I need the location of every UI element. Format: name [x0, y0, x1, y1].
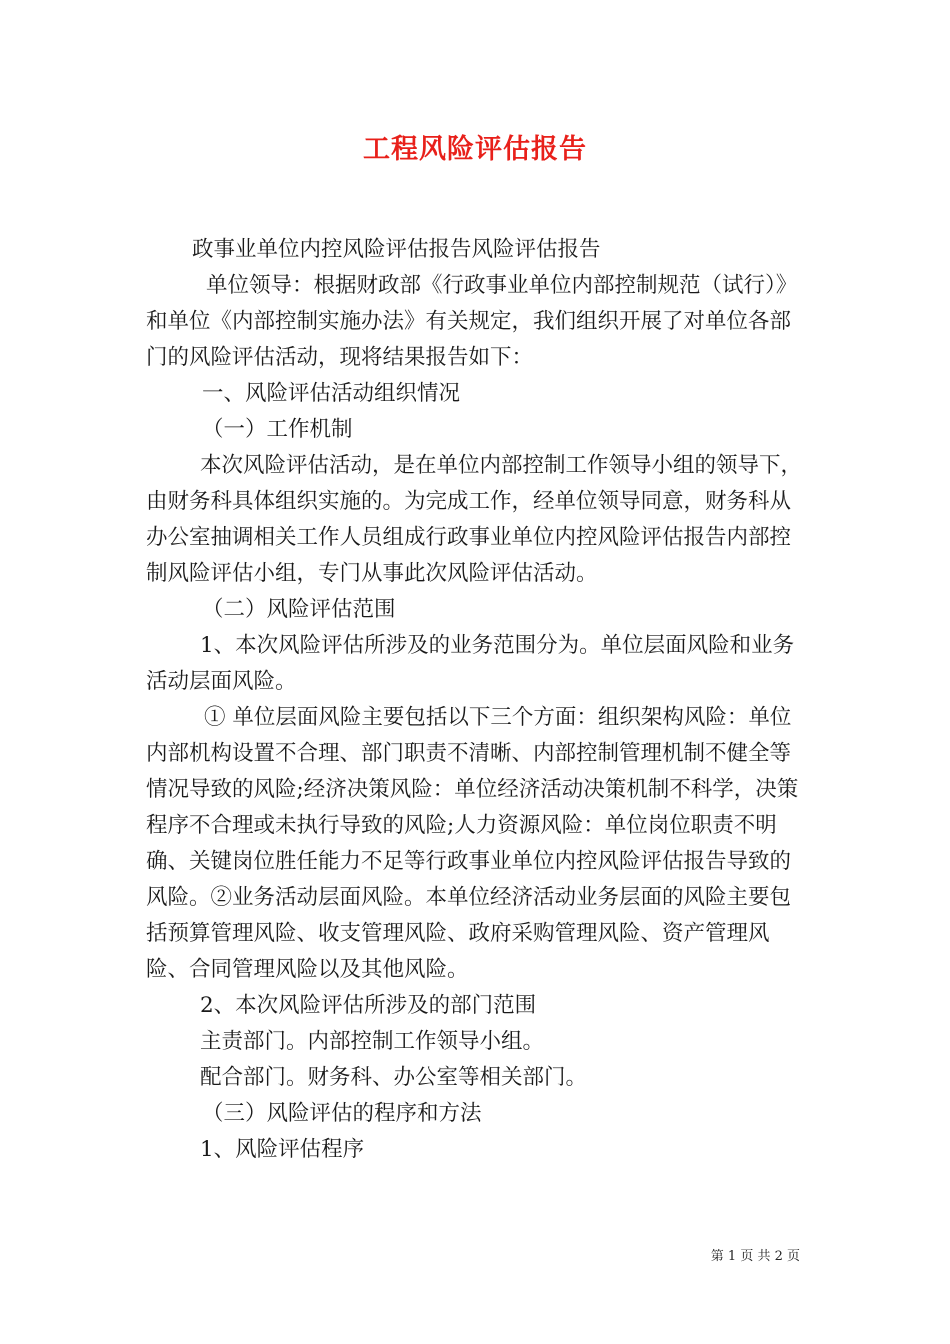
heading-subsection-2: （二）风险评估范围 — [202, 597, 396, 622]
paragraph-work-mechanism: 本次风险评估活动，是在单位内部控制工作领导小组的领导下，由财务科具体组织实施的。为完成工作，经单位领导同意，财务科从办公室抽调相关工作人员组成行政事业单位内控风险评估报告内部控制风险评估小组，专门从事此次风险评估活动。 — [146, 453, 803, 586]
paragraph-salutation: 单位领导：根据财政部《行政事业单位内部控制规范（试行）》和单位《内部控制实施办法》有关规定，我们组织开展了对单位各部门的风险评估活动，现将结果报告如下： — [146, 273, 798, 370]
page-number: 第 1 页 共 2 页 — [710, 1249, 800, 1264]
heading-section-1: 一、风险评估活动组织情况 — [202, 381, 461, 406]
paragraph-unit-level-risk: ① 单位层面风险主要包括以下三个方面：组织架构风险：单位内部机构设置不合理、部门职责不清晰、内部控制管理机制不健全等情况导致的风险;经济决策风险：单位经济活动决策机制不科学，决策程序不合理或未执行导致的风险;人力资源风险：单位岗位职责不明确、关键岗位胜任能力不足等行政事业单位内控风险评估报告导致的风险。②业务活动层面风险。本单位经济活动业务层面的风险主要包括预算管理风险、收支管理风险、政府采购管理风险、资产管理风险、合同管理风险以及其他风险。 — [146, 705, 799, 982]
paragraph-supporting-departments: 配合部门。财务科、办公室等相关部门。 — [200, 1065, 588, 1090]
heading-subsection-3: （三）风险评估的程序和方法 — [202, 1101, 482, 1126]
paragraph-subtitle: 政事业单位内控风险评估报告风险评估报告 — [192, 237, 601, 262]
paragraph-lead-department: 主责部门。内部控制工作领导小组。 — [200, 1029, 545, 1054]
heading-subsection-1: （一）工作机制 — [202, 417, 353, 442]
document-title: 工程风险评估报告 — [363, 134, 587, 165]
paragraph-department-scope: 2、本次风险评估所涉及的部门范围 — [200, 993, 537, 1018]
document-body — [146, 232, 810, 1168]
paragraph-business-scope: 1、本次风险评估所涉及的业务范围分为。单位层面风险和业务活动层面风险。 — [146, 633, 795, 694]
paragraph-assessment-procedure: 1、风险评估程序 — [200, 1137, 365, 1162]
